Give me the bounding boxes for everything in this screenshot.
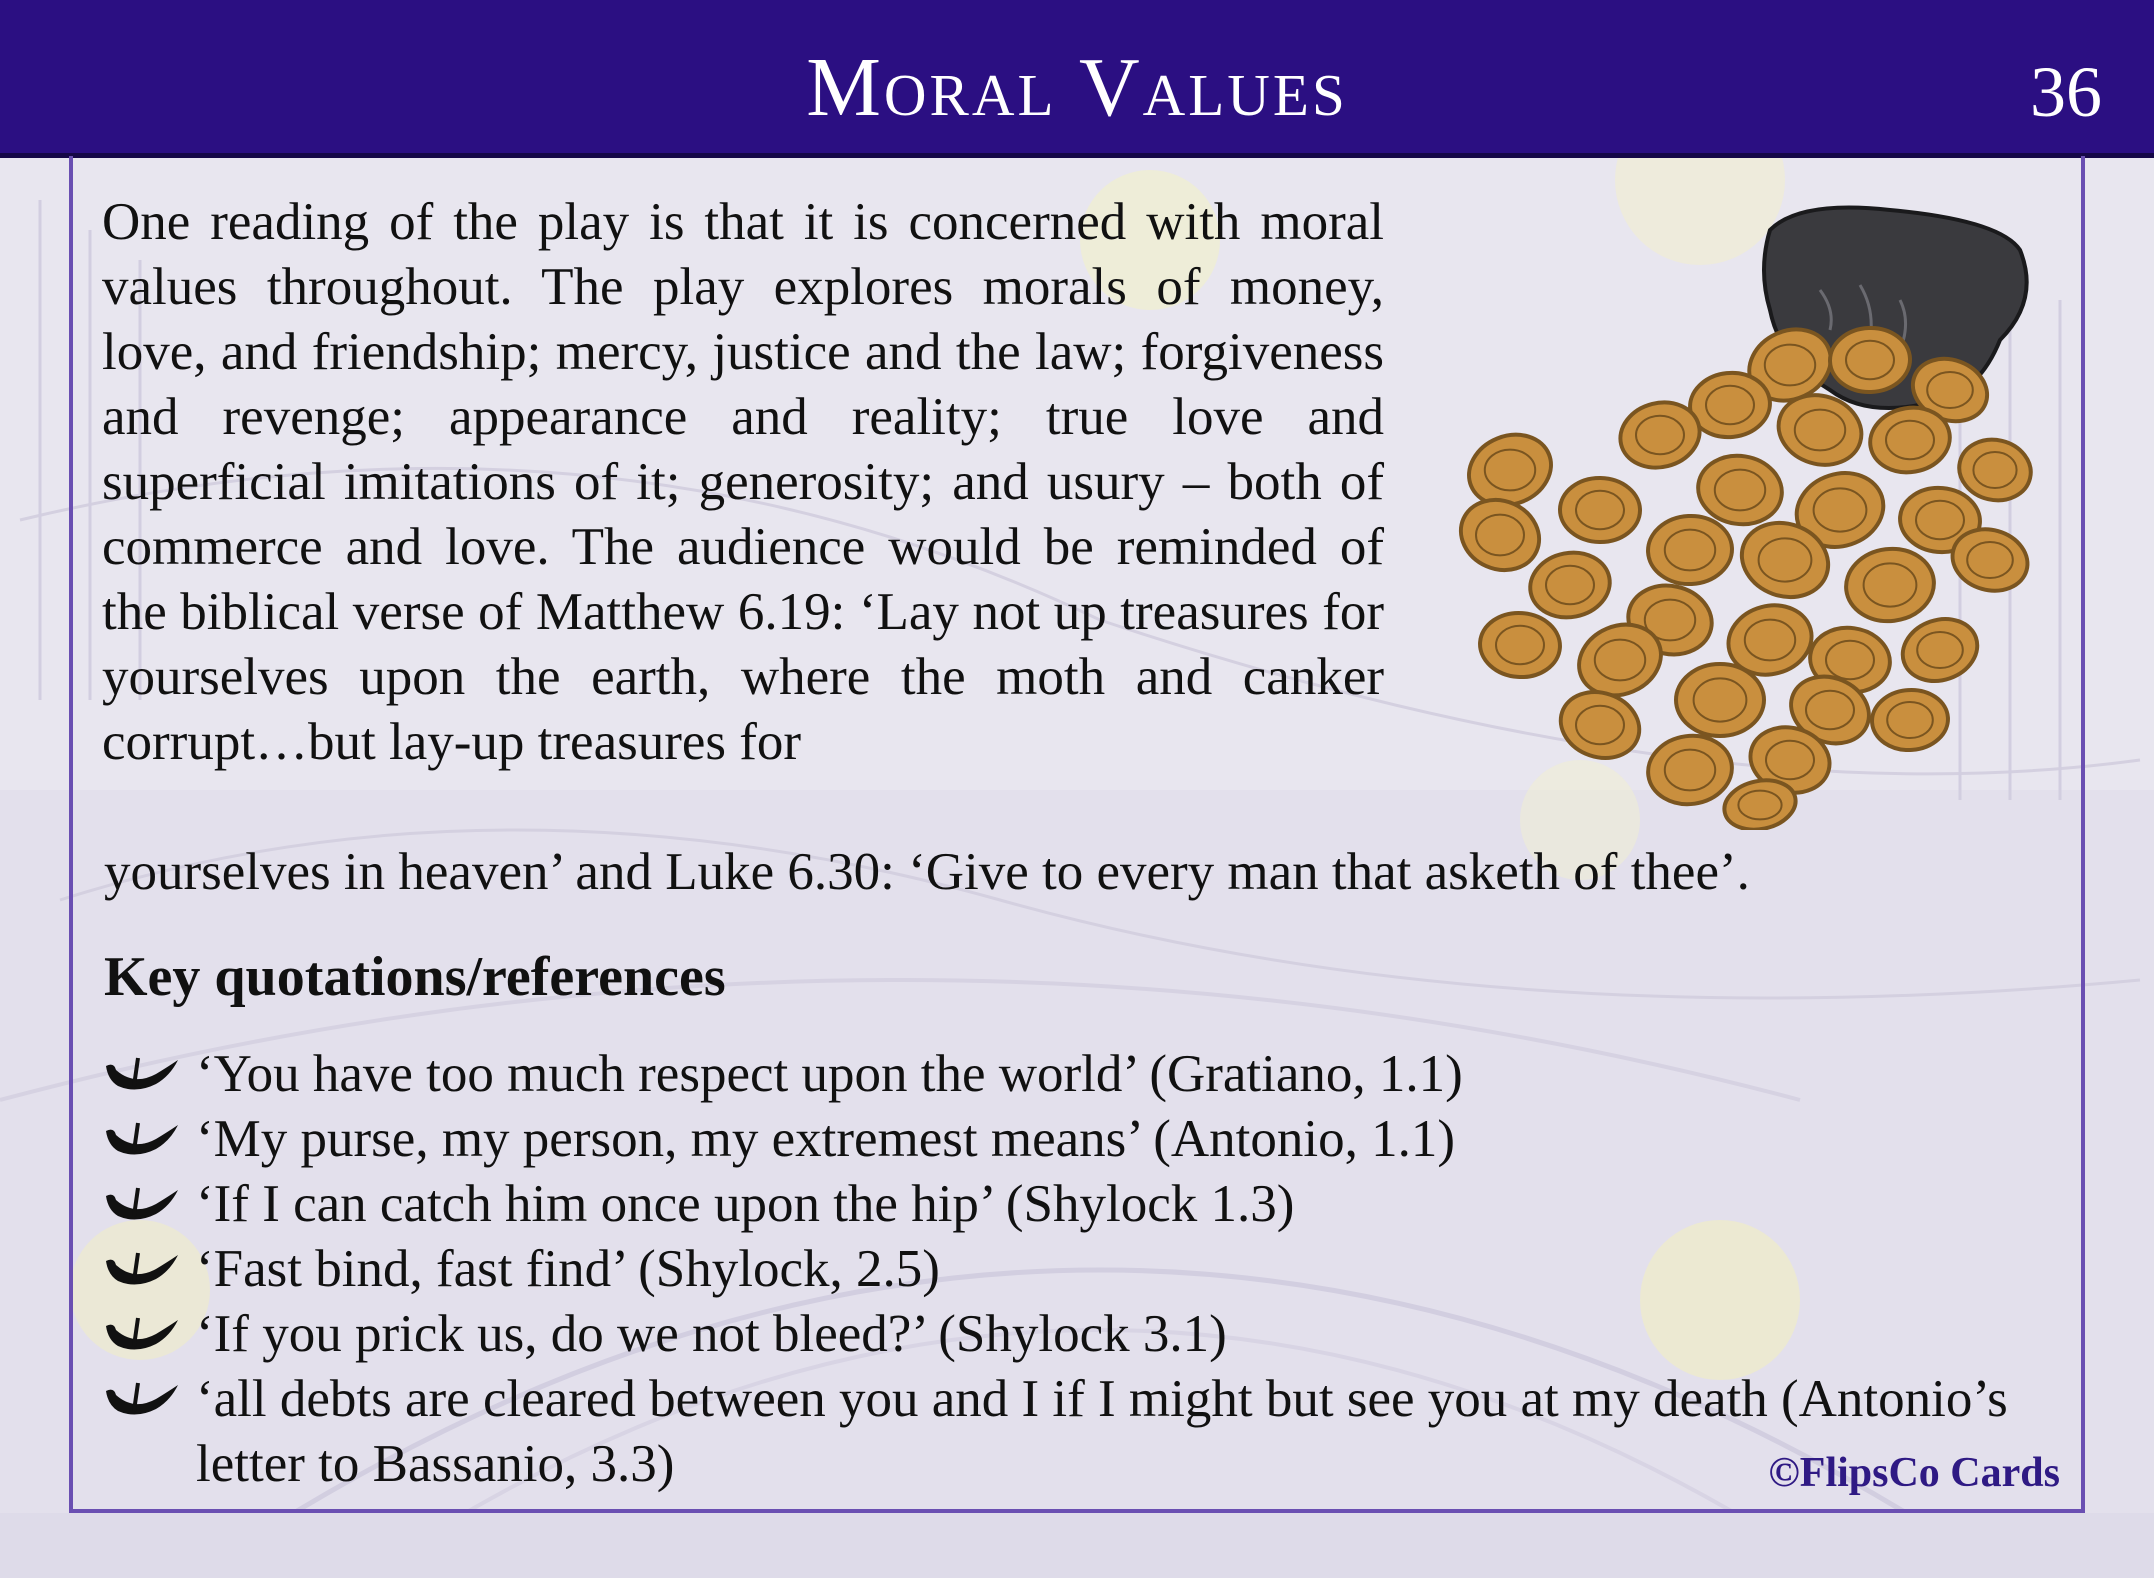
key-quotations-heading: Key quotations/references: [104, 946, 726, 1008]
quote-text: ‘Fast bind, fast find’ (Shylock, 2.5): [196, 1240, 940, 1298]
coin: [1644, 730, 1737, 809]
coin: [1676, 664, 1764, 736]
coin: [1646, 514, 1733, 586]
quote-item: [104, 1042, 2064, 1107]
quote-item: [104, 1172, 2064, 1237]
coin: [1450, 488, 1551, 583]
coin: [1894, 609, 1985, 690]
coin-pile: [1450, 316, 2037, 830]
gondola-bullet-icon: [104, 1186, 180, 1228]
quote-text: ‘My purse, my person, my extremest means’ (Antonio, 1.1): [196, 1110, 1455, 1168]
quote-list: [104, 1042, 2064, 1497]
quote-text: ‘You have too much respect upon the world’ (Gratiano, 1.1): [196, 1045, 1463, 1103]
coin: [1870, 687, 1950, 752]
quote-text: ‘If you prick us, do we not bleed?’ (Shylock 3.1): [196, 1305, 1227, 1363]
quote-text: ‘all debts are cleared between you and I if I might but see you at my death (Antonio’s letter to Bassanio, 3.3): [196, 1370, 2008, 1493]
quote-item: [104, 1302, 2064, 1367]
gondola-bullet-icon: [104, 1381, 180, 1423]
gondola-bullet-icon: [104, 1316, 180, 1358]
gondola-bullet-icon: [104, 1251, 180, 1293]
quote-text: ‘If I can catch him once upon the hip’ (Shylock 1.3): [196, 1175, 1295, 1233]
intro-paragraph: One reading of the play is that it is concerned with moral values throughout. The play explores morals of money, love, and friendship; mercy, justice and the law; forgiveness and revenge; appearance and reality; true love and superficial imitations of it; generosity; and usury – both of commerce and love. The audience would be reminded of the biblical verse of Matthew 6.19: ‘Lay not up treasures for yourselves upon the earth, where the moth and canker corrupt…but lay-up treasures for: [102, 193, 1384, 771]
money-bag-coins-icon: [1440, 190, 2040, 830]
intro-paragraph-last-line: yourselves in heaven’ and Luke 6.30: ‘Give to every man that asketh of thee’.: [104, 843, 1750, 901]
coin: [1559, 477, 1640, 542]
quote-item: [104, 1237, 2064, 1302]
card-title: Moral Values: [806, 41, 1348, 134]
coin: [1525, 546, 1616, 624]
header-bar: [0, 0, 2154, 158]
quote-item: [104, 1107, 2064, 1172]
coin: [1829, 327, 1911, 394]
copyright-credit: ©FlipsCo Cards: [1768, 1450, 2060, 1496]
coin: [1552, 682, 1648, 769]
gondola-bullet-icon: [104, 1056, 180, 1098]
gondola-bullet-icon: [104, 1121, 180, 1163]
coin: [1478, 610, 1562, 679]
coin: [1842, 544, 1938, 626]
card-number: 36: [2030, 52, 2102, 132]
